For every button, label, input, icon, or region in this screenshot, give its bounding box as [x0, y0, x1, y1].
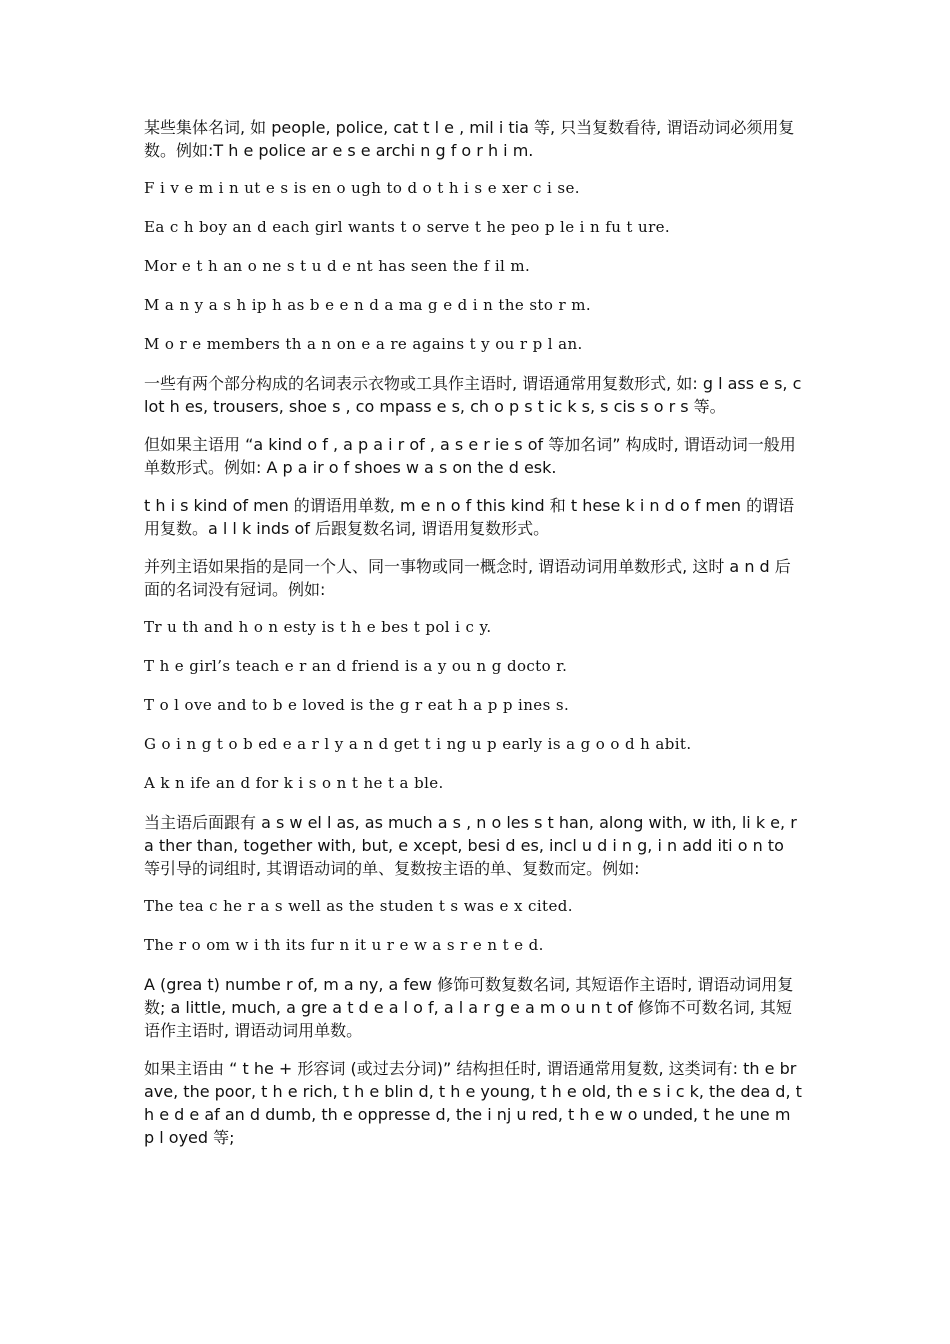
example-sentence: A k n ife an d for k i s o n t he t a ble. — [144, 774, 444, 792]
example-sentence: Mor e t h an o ne s t u d e nt has seen the f il m. — [144, 257, 531, 275]
paragraph-this-kind-of-men: t h i s kind of men 的谓语用单数, m e n o f this kind 和 t hese k i n d o f men 的谓语用复数。a l l k inds of 后跟复数名词, 谓语用复数形式。 — [144, 496, 795, 538]
paragraph-as-well-as: 当主语后面跟有 a s w el l as, as much a s , n o les s t han, along with, w ith, li k e, r a ther than, together with, but, e xcept, besi d es, incl u d i n g, i n add iti o n to 等引导的词组时, 其谓语动词的单、复数按主语的单、复数而定。例如: — [144, 813, 797, 878]
paragraph-collective-nouns: 某些集体名词, 如 people, police, cat t l e , mil i tia 等, 只当复数看待, 谓语动词必须用复数。例如:T h e police ar e s e archi n g f o r h i m. — [144, 118, 795, 160]
example-sentence: G o i n g t o b ed e a r l y a n d get t i ng u p early is a g o o d h abit. — [144, 735, 692, 753]
paragraph-a-kind-of: 但如果主语用 “a kind o f , a p a i r of , a s e r ie s of 等加名词” 构成时, 谓语动词一般用单数形式。例如: A p a ir o f shoes w a s on the d esk. — [144, 435, 796, 477]
example-sentence: The r o om w i th its fur n it u r e w a s r e n t e d. — [144, 936, 544, 954]
paragraph-the-adjective: 如果主语由 “ t he + 形容词 (或过去分词)” 结构担任时, 谓语通常用复数, 这类词有: th e brave, the poor, t h e rich, t h e blin d, t h e young, t h e old, th e s i c k, the dea d, th e d e af an d dumb, th e oppresse d, the i nj u red, t h e w o unded, t he une m p l oyed 等; — [144, 1059, 802, 1147]
example-sentence: F i v e m i n ut e s is en o ugh to d o t h i s e xer c i se. — [144, 179, 580, 197]
paragraph-two-part-nouns: 一些有两个部分构成的名词表示衣物或工具作主语时, 谓语通常用复数形式, 如: g l ass e s, clot h es, trousers, shoe s , co mpass e s, ch o p s t ic k s, s cis s o r s 等。 — [144, 374, 802, 416]
example-sentence: Ea c h boy an d each girl wants t o serve t he peo p le i n fu t ure. — [144, 218, 671, 236]
example-sentence: T o l ove and to b e loved is the g r eat h a p p ines s. — [144, 696, 570, 714]
example-sentence: T h e girl’s teach e r an d friend is a y ou n g docto r. — [144, 657, 568, 675]
example-sentence: Tr u th and h o n esty is t h e bes t pol i c y. — [144, 618, 492, 636]
document-body — [144, 116, 804, 1164]
paragraph-quantifiers: A (grea t) numbe r of, m a ny, a few 修饰可数复数名词, 其短语作主语时, 谓语动词用复数; a little, much, a gre a t d e a l o f, a l a r g e a m o u n t of 修饰不可数名词, 其短语作主语时, 谓语动词用单数。 — [144, 975, 794, 1040]
example-sentence: M a n y a s h ip h as b e e n d a ma g e d i n the sto r m. — [144, 296, 591, 314]
example-sentence: The tea c he r a s well as the studen t s was e x cited. — [144, 897, 573, 915]
example-sentence: M o r e members th a n on e a re agains t y ou r p l an. — [144, 335, 583, 353]
paragraph-coordinate-subjects: 并列主语如果指的是同一个人、同一事物或同一概念时, 谓语动词用单数形式, 这时 a n d 后面的名词没有冠词。例如: — [144, 557, 791, 599]
